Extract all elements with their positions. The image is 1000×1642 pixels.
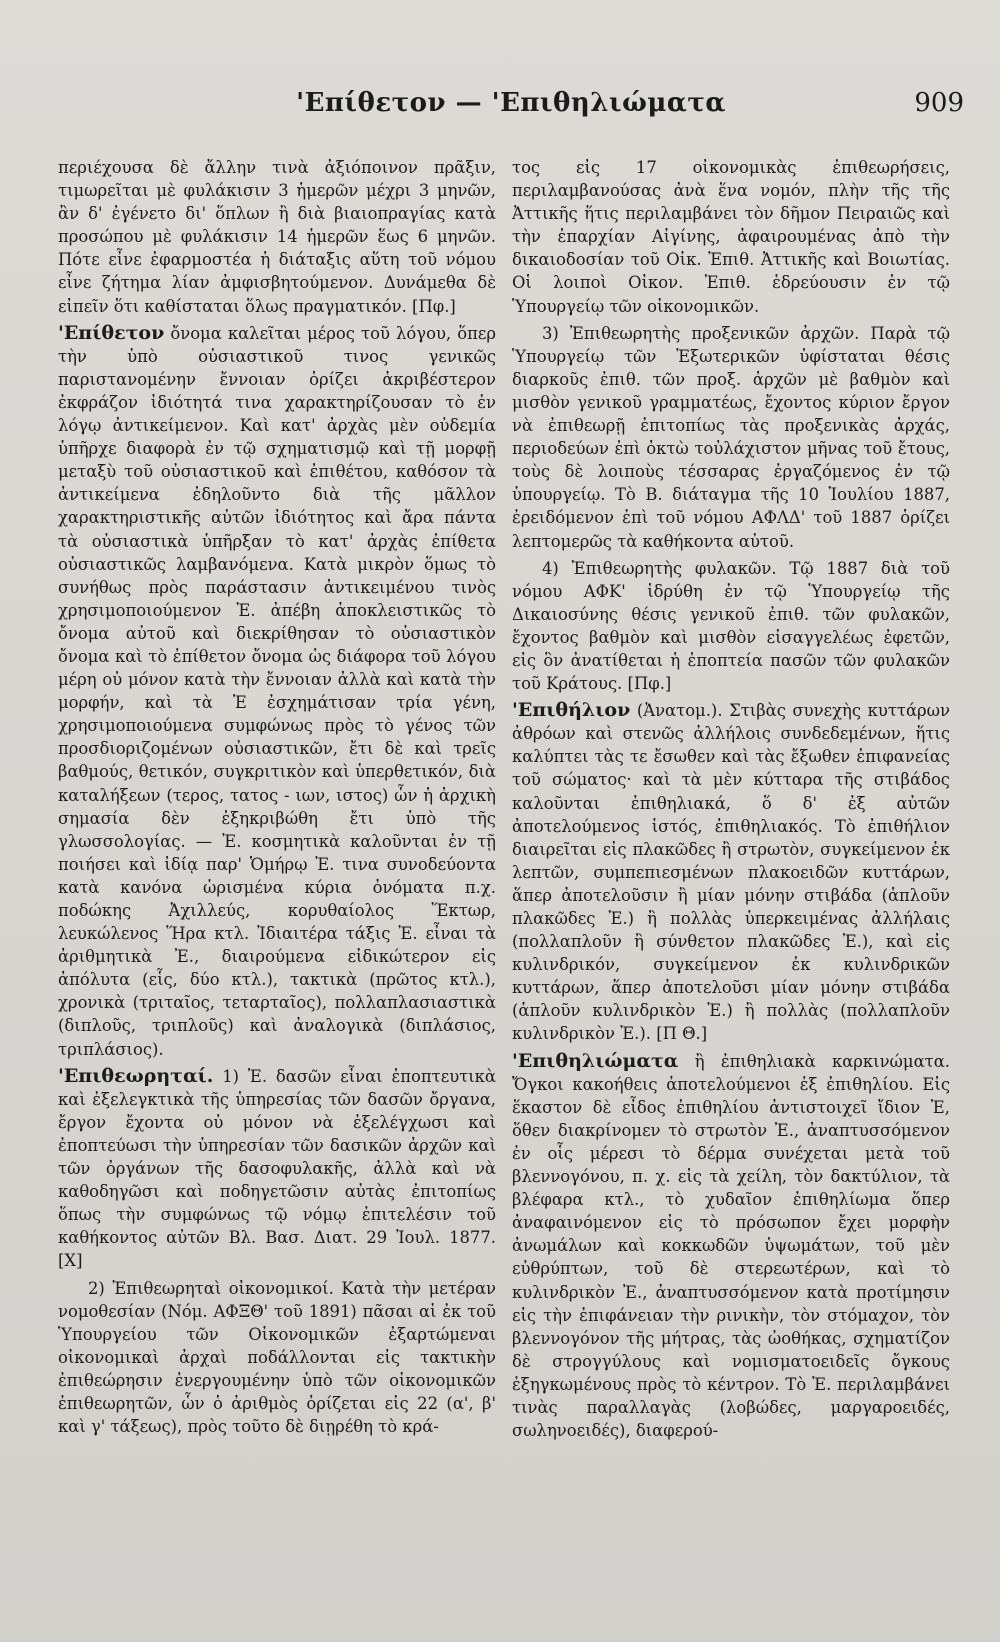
entry-headword: 'Επιθηλιώματα [512,1049,679,1072]
paragraph: περιέχουσα δὲ ἄλλην τινὰ ἀξιόποινον πρᾶξιν, τιμωρεῖται μὲ φυλάκισιν 3 ἡμερῶν μέχρι 3 μηνῶν, ἂν δ' ἐγένετο δι' ὅπλων ἢ διὰ βιαιοπραγίας κατὰ προσώπου μὲ φυλάκισιν 14 ἡμερῶν ἕως 6 μηνῶν. Πότε εἶνε ἐφαρμοστέα ἡ διάταξις αὕτη τοῦ νόμου εἶνε ζήτημα λίαν ἀμφισβητούμενον. Δυνάμεθα δὲ εἰπεῖν ὅτι καθίσταται ὅλως πραγματικόν. [Πφ.] [58,158,496,316]
dictionary-entry: 'Επιθηλιώματα ἢ ἐπιθηλιακὰ καρκινώματα. Ὄγκοι κακοήθεις ἀποτελούμενοι ἐξ ἐπιθηλίου. Εἰς ἕκαστον δὲ εἶδος ἐπιθηλίου ἀντιστοιχεῖ ἴδιον Ἐ, ὅθεν διακρίνομεν τὸ στρωτὸν Ἐ., ἀναπτυσσόμενον ἐν οἷς μέρεσι τὸ δέρμα συνέχεται μετὰ τοῦ βλεννογόνου, π. χ. εἰς τὰ χείλη, τὸν δακτύλιον, τὰ βλέφαρα κτλ., τὸ χυδαῖον ἐπιθηλίωμα ὅπερ ἀναφαινόμενον εἰς τὸ πρόσωπον ἔχει μορφὴν ἀνωμάλων καὶ κοκκωδῶν ὑψωμάτων, τοῦ μὲν εὐθρύπτων, τοῦ δὲ στερεωτέρων, καὶ τὸ κυλινδρικὸν Ἐ., ἀναπτυσσόμενον κατὰ προτίμησιν εἰς τὴν ἐπιφάνειαν τὴν ρινικὴν, τὸν στόμαχον, τὸν βλεννογόνον τῆς μήτρας, τὰς ὠοθήκας, σχηματίζον δὲ στρογγύλους καὶ νομισματοειδεῖς ὄγκους ἐξηγκωμένους πρὸς τὸ κέντρον. Τὸ Ἐ. περιλαμβάνει τινὰς παραλλαγὰς (λοβώδες, μαργαροειδές, σωληνοειδές), διαφερού- [512,1049,950,1441]
text-columns [58,156,970,1446]
entry-headword: 'Επιθήλιον [512,699,631,722]
dictionary-entry: 'Επιθήλιον (Ἀνατομ.). Στιβὰς συνεχὴς κυττάρων ἀθρόων καὶ στενῶς ἀλλήλοις συνδεδεμένων, ἥτις καλύπτει τὰς τε ἔσωθεν καὶ τὰς ἔξωθεν ἐπιφανείας τοῦ σώματος· καὶ τὰ μὲν κύτταρα τῆς στιβάδος καλοῦνται ἐπιθηλιακά, ὅ δ' ἐξ αὐτῶν ἀποτελούμενος ἱστός, ἐπιθηλιακός. Τὸ ἐπιθήλιον διαιρεῖται εἰς πλακῶδες ἢ στρωτὸν, συγκείμενον ἐκ λεπτῶν, συμπεπιεσμένων πλακοειδῶν κυττάρων, ἅπερ ἀποτελοῦσιν ἢ μίαν μόνην στιβάδα (ἁπλοῦν πλακῶδες Ἐ.) ἢ πολλὰς ὑπερκειμένας ἀλλήλαις (πολλαπλοῦν ἢ σύνθετον πλακῶδες Ἐ.), καὶ εἰς κυλινδρικόν, συγκείμενον ἐκ κυλινδρικῶν κυττάρων, ἅπερ ἀποτελοῦσι μίαν μόνην στιβάδα (ἁπλοῦν κυλινδρικὸν Ἐ.) ἢ πολλὰς (πολλαπλοῦν κυλινδρικὸν Ἐ.). [Π Θ.] [512,699,950,1044]
page-number: 909 [914,88,964,118]
entry-headword: 'Επιθεωρηταί. [58,1064,214,1087]
right-column [512,156,950,1446]
page-header [58,88,964,128]
left-column [58,156,496,1446]
running-title: 'Επίθετον — 'Επιθηλιώματα [296,88,726,118]
paragraph: 2) Ἐπιθεωρηταὶ οἰκονομικοί. Κατὰ τὴν μετέραν νομοθεσίαν (Νόμ. ΑΦΞΘ' τοῦ 1891) πᾶσαι αἱ ἐκ τοῦ Ὑπουργείου τῶν Οἰκονομικῶν ἐξαρτώμεναι οἰκονομικαὶ ἀρχαὶ ποδάλλονται εἰς τακτικὴν ἐπιθεώρησιν ἐνεργουμένην ὑπὸ τῶν οἰκονομικῶν ἐπιθεωρητῶν, ὧν ὁ ἀριθμὸς ὁρίζεται εἰς 22 (α', β' καὶ γ' τάξεως), πρὸς τοῦτο δὲ διῃρέθη τὸ κρά- [58,1278,496,1437]
dictionary-entry: 'Επίθετον ὄνομα καλεῖται μέρος τοῦ λόγου, ὅπερ τὴν ὑπὸ οὐσιαστικοῦ τινος γενικῶς παριστανομένην ἔννοιαν ὁρίζει ἀκριβέστερον ἐκφράζον ἰδιότητά τινα χαρακτηρίζουσαν τὸ ἐν λόγῳ ἀντικείμενον. Καὶ κατ' ἀρχὰς μὲν οὐδεμία ὑπῆρχε διαφορὰ ἐν τῷ σχηματισμῷ καὶ τῇ μορφῇ μεταξὺ τοῦ οὐσιαστικοῦ καὶ ἐπιθέτου, καθόσον τὰ ἀντικείμενα ἐδηλοῦντο διὰ τῆς μᾶλλον χαρακτηριστικῆς αὐτῶν ἰδιότητος καὶ ἄρα πάντα τὰ οὐσιαστικὰ ὑπῆρξαν τὸ κατ' ἀρχὰς ἐπίθετα οὐσιαστικῶς λαμβανόμενα. Κατὰ μικρὸν ὅμως τὸ συνήθως πρὸς παράστασιν ἀντικειμένου τινὸς χρησιμοποιούμενον Ἐ. ἀπέβη ἀποκλειστικῶς τὸ ὄνομα αὐτοῦ καὶ διεκρίθησαν τὸ οὐσιαστικὸν ὄνομα καὶ τὸ ἐπίθετον ὄνομα ὡς διάφορα τοῦ λόγου μέρη οὐ μόνον κατὰ τὴν ἔννοιαν ἀλλὰ καὶ κατὰ τὴν μορφήν, καὶ τὰ Ἐ ἐσχημάτισαν τρία γένη, χρησιμοποιούμενα συμφώνως πρὸς τὸ γένος τῶν προσδιοριζομένων οὐσιαστικῶν, ἔτι δὲ καὶ τρεῖς βαθμούς, θετικόν, συγκριτικὸν καὶ ὑπερθετικόν, διὰ καταλήξεων (τερος, τατος - ιων, ιστος) ὧν ἡ ἀρχικὴ σημασία δὲν ἐξηκριβώθη ἔτι ὑπὸ τῆς γλωσσολογίας. — Ἐ. κοσμητικὰ καλοῦνται ἐν τῇ ποιήσει καὶ ἰδίᾳ παρ' Ὁμήρῳ Ἐ. τινα συνοδεύοντα κατὰ κανόνα ὡρισμένα κύρια ὀνόματα π.χ. ποδώκης Ἀχιλλεύς, κορυθαίολος Ἕκτωρ, λευκώλενος Ἥρα κτλ. Ἰδιαιτέρα τάξις Ἐ. εἶναι τὰ ἀριθμητικὰ Ἐ., διαιρούμενα εἰδικώτερον εἰς ἀπόλυτα (εἷς, δύο κτλ.), τακτικὰ (πρῶτος κτλ.), χρονικὰ (τριταῖος, τεταρταῖος), πολλαπλασιαστικὰ (διπλοῦς, τριπλοῦς) καὶ ἀναλογικὰ (διπλάσιος, τριπλάσιος). [58,321,496,1059]
paragraph: 3) Ἐπιθεωρητὴς προξενικῶν ἀρχῶν. Παρὰ τῷ Ὑπουργείῳ τῶν Ἐξωτερικῶν ὑφίσταται θέσις διαρκοῦς ἐπιθ. τῶν προξ. ἀρχῶν μὲ βαθμὸν καὶ μισθὸν γενικοῦ γραμματέως, ἔχοντος κύριον ἔργον νὰ ἐπιθεωρῇ ἐπιτοπίως τὰς προξενικὰς ἀρχάς, περιοδεύων ἐπὶ ὀκτὼ τοὐλάχιστον μῆνας τοῦ ἔτους, τοὺς δὲ λοιποὺς τέσσαρας ἐργαζόμενος ἐν τῷ ὑπουργείῳ. Τὸ Β. διάταγμα τῆς 10 Ἰουλίου 1887, ἐρειδόμενον ἐπὶ τοῦ νόμου ΑΦΛΔ' τοῦ 1887 ὁρίζει λεπτομερῶς τὰ καθήκοντα αὐτοῦ. [512,323,950,551]
paragraph: τος εἰς 17 οἰκονομικὰς ἐπιθεωρήσεις, περιλαμβανούσας ἀνὰ ἕνα νομόν, πλὴν τῆς τῆς Ἀττικῆς ἥτις περιλαμβάνει τὸν δῆμον Πειραιῶς καὶ τὴν ἐπαρχίαν Αἰγίνης, ἀφαιρουμένας ἀπὸ τὴν δικαιοδοσίαν τοῦ Οἰκ. Ἐπιθ. Ἀττικῆς καὶ Βοιωτίας. Οἱ λοιποὶ Οἰκον. Ἐπιθ. ἑδρεύουσιν ἐν τῷ Ὑπουργείῳ τῶν οἰκονομικῶν. [512,158,950,316]
paragraph: 4) Ἐπιθεωρητὴς φυλακῶν. Τῷ 1887 διὰ τοῦ νόμου ΑΦΚ' ἱδρύθη ἐν τῷ Ὑπουργείῳ τῆς Δικαιοσύνης θέσις γενικοῦ ἐπιθ. τῶν φυλακῶν, ἔχοντος βαθμὸν καὶ μισθὸν εἰσαγγελέως ἐφετῶν, εἰς ὃν ἀνατίθεται ἡ ἐποπτεία πασῶν τῶν φυλακῶν τοῦ Κράτους. [Πφ.] [512,558,950,694]
dictionary-entry: 'Επιθεωρηταί. 1) Ἐ. δασῶν εἶναι ἐποπτευτικὰ καὶ ἐξελεγκτικὰ τῆς ὑπηρεσίας τῶν δασῶν ὄργανα, ἔργον ἔχοντα οὐ μόνον νὰ ἐξελέγχωσι καὶ ἐποπτεύωσι τὴν ὑπηρεσίαν τῶν δασικῶν ἀρχῶν καὶ τῶν ὀργάνων τῆς δασοφυλακῆς, ἀλλὰ καὶ νὰ καθοδηγῶσι καὶ ποδηγετῶσιν αὐτὰς ἐπιτοπίως ὅπως τὴν συμφώνως τῷ νόμῳ ἐπιτελέσιν τοῦ καθήκοντος αὐτῶν Βλ. Βασ. Διατ. 29 Ἰουλ. 1877. [Χ] [58,1064,496,1271]
entry-headword: 'Επίθετον [58,321,165,344]
